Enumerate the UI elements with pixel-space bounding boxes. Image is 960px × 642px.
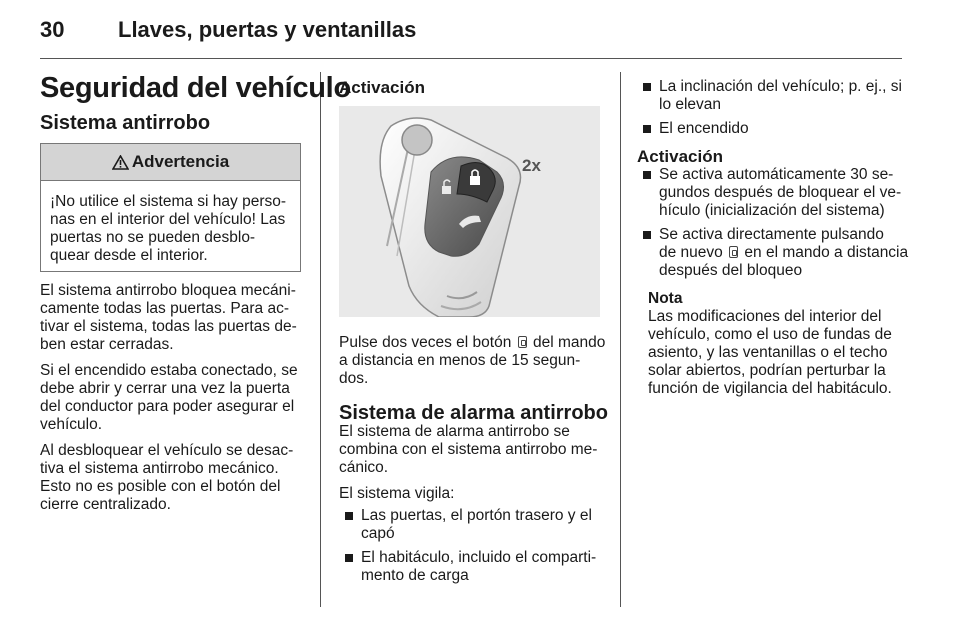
warning-header — [41, 144, 300, 181]
subsection-title: Sistema antirrobo — [40, 112, 211, 134]
list-item: Las puertas, el portón trasero y el capó — [339, 507, 609, 543]
page-number: 30 — [40, 17, 65, 42]
col1-body — [40, 282, 310, 522]
note-line: Las modificaciones del interior del — [648, 308, 882, 325]
column-divider-2 — [620, 72, 621, 607]
warning-line: ¡No utilice el sistema si hay perso- — [50, 193, 287, 210]
note-block — [648, 290, 917, 398]
monitored-items-list-cont — [637, 78, 917, 138]
paragraph: El sistema antirrobo bloquea mecáni- camente todas las puertas. Para ac- tivar el sistema, todas las puertas de- ben estar cerradas. — [40, 282, 297, 353]
paragraph: Si el encendido estaba conectado, se debe abrir y cerrar una vez la puerta del conductor para poder asegurar el vehículo. — [40, 362, 298, 433]
remote-key-icon — [339, 106, 600, 317]
monitors-label: El sistema vigila: — [339, 485, 455, 502]
alarm-system-title: Sistema de alarma antirrobo — [339, 402, 608, 424]
note-line: función de vigilancia del habitáculo. — [648, 380, 892, 397]
warning-line: quear desde el interior. — [50, 247, 208, 264]
note-line: vehículo, como el uso de fundas de — [648, 326, 892, 343]
activation-heading-2: Activación — [637, 147, 723, 166]
note-title: Nota — [648, 290, 683, 307]
monitored-items-list — [339, 507, 609, 585]
warning-line: nas en el interior del vehículo! Las — [50, 211, 286, 228]
warning-line: puertas no se pueden desblo- — [50, 229, 256, 246]
list-item: Se activa directamente pulsando de nuevo en el mando a distancia después del bloqueo — [637, 226, 917, 280]
figure-caption: Pulse dos veces el botón del mando a distancia en menos de 15 segun- dos. — [339, 334, 606, 387]
press-twice-label: 2x — [522, 156, 541, 175]
section-title: Seguridad del vehículo — [40, 72, 351, 104]
activation-heading: Activación — [339, 78, 425, 97]
list-item: El encendido — [637, 120, 917, 138]
list-item: La inclinación del vehículo; p. ej., si lo elevan — [637, 78, 917, 114]
header-divider — [40, 58, 902, 59]
paragraph: El sistema de alarma antirrobo se combina con el sistema antirrobo me- cánico. — [339, 423, 598, 476]
activation-list — [637, 166, 917, 280]
warning-text — [41, 181, 300, 265]
chapter-title: Llaves, puertas y ventanillas — [118, 17, 417, 42]
column-divider-1 — [320, 72, 321, 607]
list-item: El habitáculo, incluido el comparti- mento de carga — [339, 549, 609, 585]
warning-icon — [112, 155, 129, 170]
col2-body — [339, 334, 609, 591]
warning-box — [40, 143, 301, 272]
note-line: solar abiertos, podrían perturbar la — [648, 362, 886, 379]
paragraph: Al desbloquear el vehículo se desac- tiva el sistema antirrobo mecánico. Esto no es posible con el botón del cierre centralizado. — [40, 442, 294, 513]
lock-icon — [518, 336, 527, 348]
list-item: Se activa automáticamente 30 se- gundos después de bloquear el ve- hículo (inicialización del sistema) — [637, 166, 917, 220]
key-fob-illustration — [339, 106, 600, 317]
warning-label: Advertencia — [131, 152, 230, 171]
note-line: asiento, y las ventanillas o el techo — [648, 344, 888, 361]
lock-icon — [729, 246, 738, 258]
col3-body — [637, 78, 917, 398]
